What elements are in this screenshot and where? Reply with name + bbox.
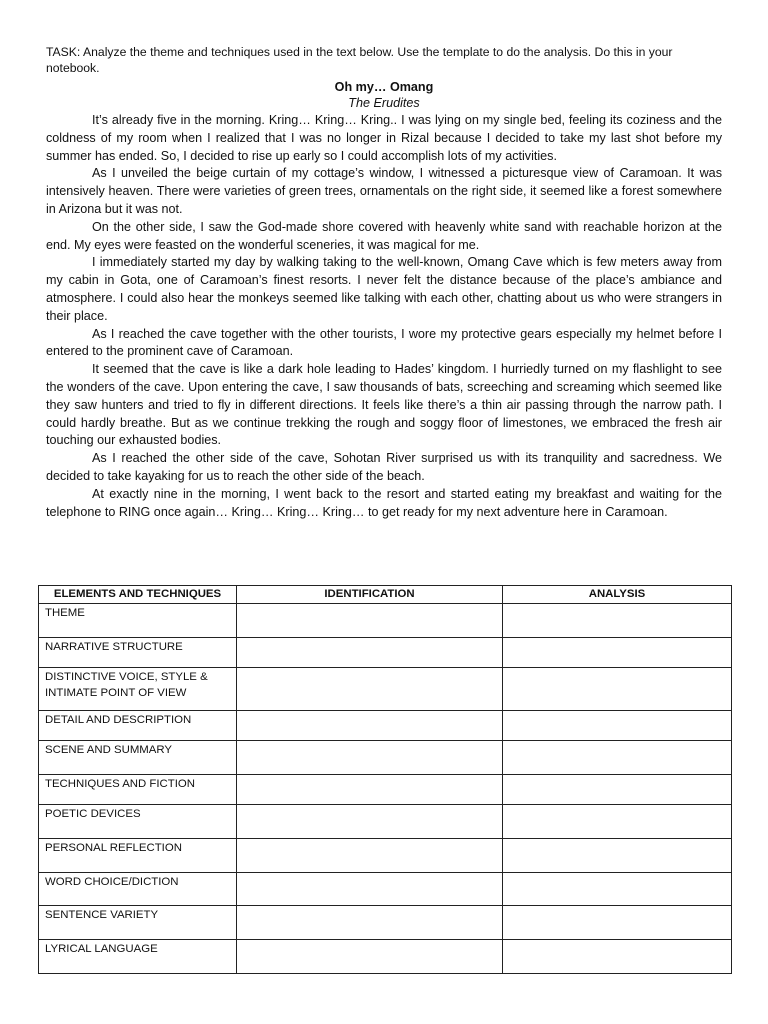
analysis-cell[interactable] [503, 839, 732, 873]
identification-cell[interactable] [237, 805, 503, 839]
row-label-word-choice: WORD CHOICE/DICTION [39, 873, 237, 906]
row-label-narrative-structure: NARRATIVE STRUCTURE [39, 638, 237, 668]
analysis-cell[interactable] [503, 775, 732, 805]
row-label-detail-description: DETAIL AND DESCRIPTION [39, 711, 237, 741]
analysis-cell[interactable] [503, 668, 732, 711]
identification-cell[interactable] [237, 741, 503, 775]
row-label-theme: THEME [39, 604, 237, 638]
row-label-personal-reflection: PERSONAL REFLECTION [39, 839, 237, 873]
table-row [39, 940, 732, 974]
header-identification: IDENTIFICATION [237, 586, 503, 604]
story-body [46, 112, 722, 521]
story-paragraph: As I reached the other side of the cave, Sohotan River surprised us with its tranquility and sacredness. We decided to take kayaking for us to reach the other side of the beach. [46, 451, 722, 483]
row-label-techniques-fiction: TECHNIQUES AND FICTION [39, 775, 237, 805]
table-row [39, 638, 732, 668]
analysis-cell[interactable] [503, 805, 732, 839]
story-paragraph: As I unveiled the beige curtain of my cottage’s window, I witnessed a picturesque view of Caramoan. It was intensively heaven. There were varieties of green trees, ornamentals on the right side, it seemed like a forest somewhere in Arizona but it was not. [46, 166, 722, 216]
identification-cell[interactable] [237, 906, 503, 940]
row-label-sentence-variety: SENTENCE VARIETY [39, 906, 237, 940]
identification-cell[interactable] [237, 940, 503, 974]
story-paragraph: On the other side, I saw the God-made shore covered with heavenly white sand with reachable horizon at the end. My eyes were feasted on the wonderful sceneries, it was magical for me. [46, 219, 722, 252]
header-elements-techniques: ELEMENTS AND TECHNIQUES [39, 586, 237, 604]
task-instructions: TASK: Analyze the theme and techniques used in the text below. Use the template to do the analysis. Do this in your notebook. [46, 45, 673, 75]
identification-cell[interactable] [237, 839, 503, 873]
identification-cell[interactable] [237, 668, 503, 711]
table-row [39, 775, 732, 805]
identification-cell[interactable] [237, 711, 503, 741]
row-label-distinctive-voice: DISTINCTIVE VOICE, STYLE & INTIMATE POINT OF VIEW [39, 668, 237, 711]
identification-cell[interactable] [237, 775, 503, 805]
table-row [39, 873, 732, 906]
table-row [39, 668, 732, 711]
table-row [39, 741, 732, 775]
analysis-cell[interactable] [503, 604, 732, 638]
story-paragraph: As I reached the cave together with the other tourists, I wore my protective gears especially my helmet before I entered to the prominent cave of Caramoan. [46, 326, 722, 359]
table-row [39, 604, 732, 638]
story-paragraph: At exactly nine in the morning, I went back to the resort and started eating my breakfast and waiting for the telephone to RING once again… Kring… Kring… Kring… to get ready for my next adventure here in Caramoan. [46, 486, 722, 519]
analysis-cell[interactable] [503, 906, 732, 940]
identification-cell[interactable] [237, 604, 503, 638]
table-row [39, 805, 732, 839]
analysis-cell[interactable] [503, 711, 732, 741]
analysis-cell[interactable] [503, 741, 732, 775]
row-label-scene-summary: SCENE AND SUMMARY [39, 741, 237, 775]
table-row [39, 906, 732, 940]
table-header-row [39, 586, 732, 604]
analysis-cell[interactable] [503, 940, 732, 974]
table-row [39, 839, 732, 873]
story-author: The Erudites [348, 96, 420, 110]
document-page [46, 44, 722, 521]
story-title: Oh my… Omang [334, 80, 434, 94]
story-paragraph: It seemed that the cave is like a dark hole leading to Hades’ kingdom. I hurriedly turned on my flashlight to see the wonders of the cave. Upon entering the cave, I saw thousands of bats, screeching and screaming which seemed like they saw hunters and tried to fly in different directions. It feels like there’s a thin air passing through the narrow path. I could hardly breathe. But as we continue trekking the rough and soggy floor of limestones, we embraced the fresh air touching our exhausted bodies. [46, 362, 722, 448]
analysis-cell[interactable] [503, 638, 732, 668]
analysis-template-table [38, 585, 732, 974]
row-label-lyrical-language: LYRICAL LANGUAGE [39, 940, 237, 974]
table-row [39, 711, 732, 741]
header-analysis: ANALYSIS [503, 586, 732, 604]
analysis-cell[interactable] [503, 873, 732, 906]
row-label-poetic-devices: POETIC DEVICES [39, 805, 237, 839]
identification-cell[interactable] [237, 638, 503, 668]
story-paragraph: I immediately started my day by walking taking to the well-known, Omang Cave which is few meters away from my cabin in Gota, one of Caramoan’s finest resorts. I never felt the distance because of the place’s ambiance and atmosphere. I could also hear the monkeys seemed like talking with each other, chatting about us who were strangers in their place. [46, 255, 722, 323]
story-paragraph: It’s already five in the morning. Kring… Kring… Kring.. I was lying on my single bed, feeling its coziness and the coldness of my room when I realized that I was no longer in Rizal because I decided to take my last shot before my summer has ended. So, I decided to rise up early so I could accomplish lots of my activities. [46, 113, 722, 163]
identification-cell[interactable] [237, 873, 503, 906]
